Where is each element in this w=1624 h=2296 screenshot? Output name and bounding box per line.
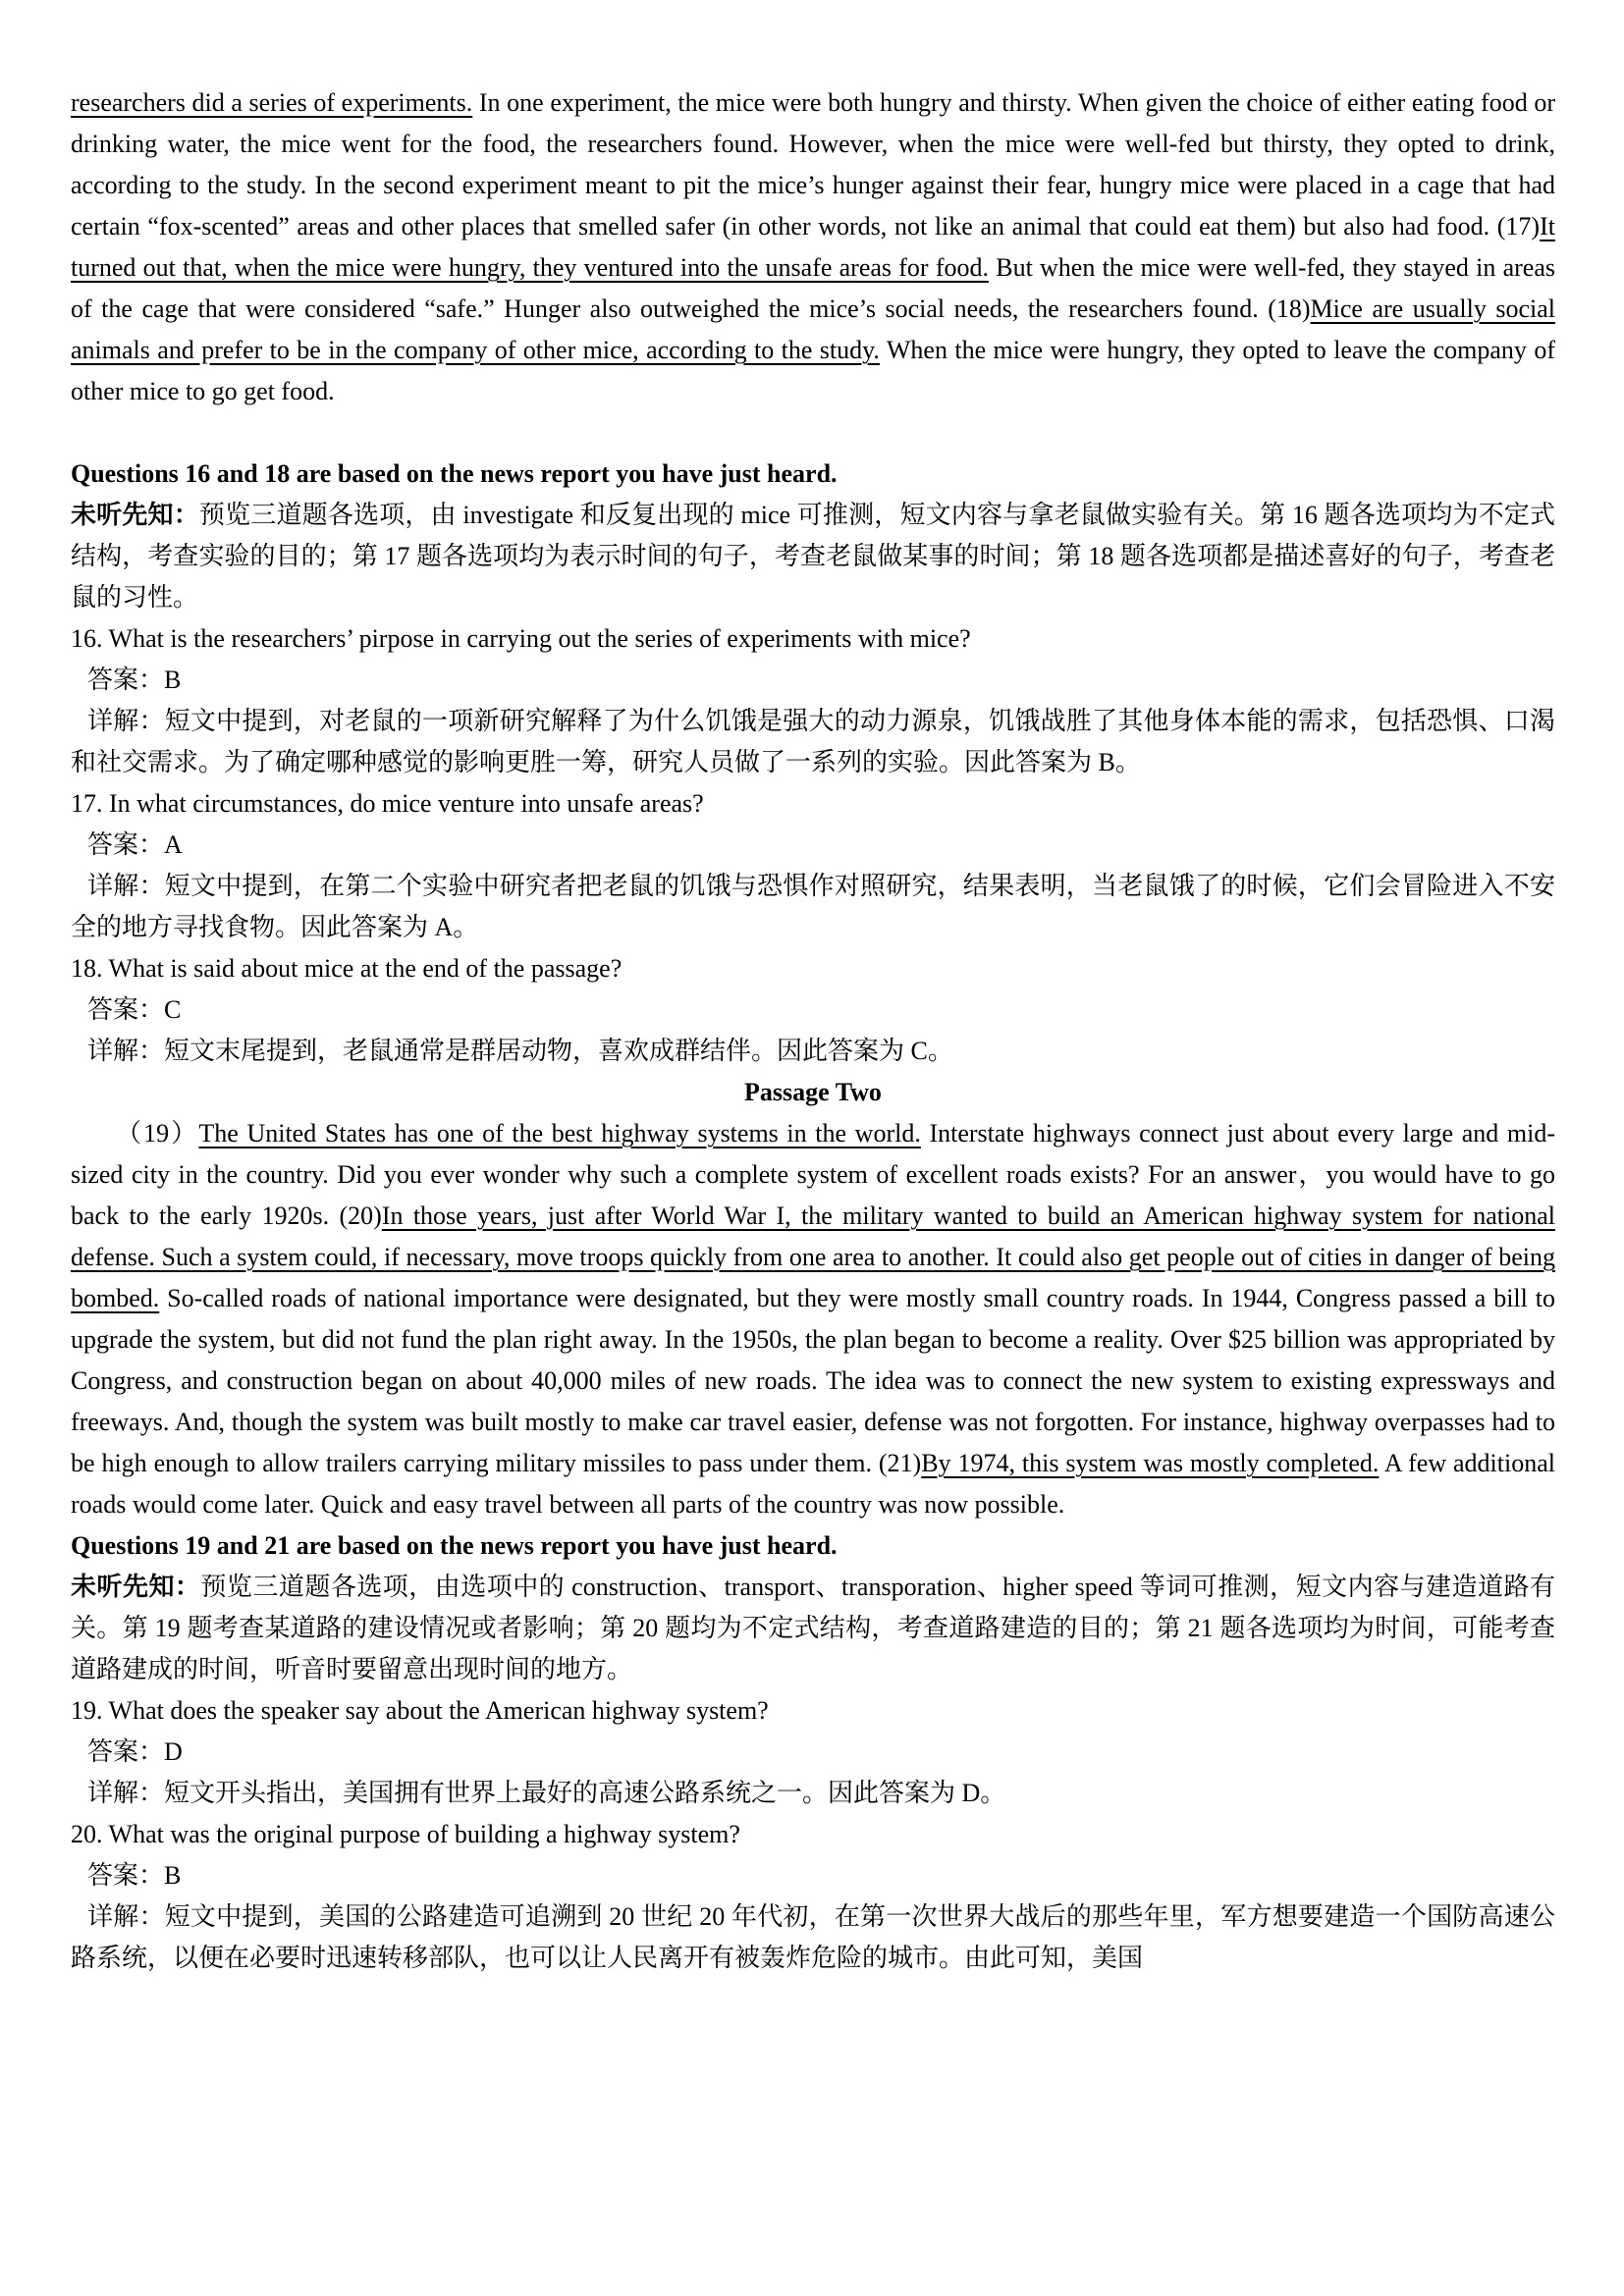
answer-value: A bbox=[164, 830, 183, 859]
passage-one-run-3: But when the mice were well-fed, they stayed in areas of the cage that were considered “safe.” Hunger also outweighed the mice’s social needs, the researchers found. (18) bbox=[71, 253, 1555, 323]
passage-two-lead: （19） bbox=[116, 1119, 199, 1148]
explain-label: 详解： bbox=[87, 872, 165, 900]
preview-text: 预览三道题各选项，由 investigate 和反复出现的 mice 可推测，短文内容与拿老鼠做实验有关。第 16 题各选项均为不定式结构，考查实验的目的；第 17 题各选项均为表示时间的句子，考查老鼠做某事的时间；第 18 题各选项都是描述喜好的句子，考查老鼠的习性。 bbox=[71, 501, 1555, 612]
passage-two-title: Passage Two bbox=[744, 1078, 882, 1106]
answer-label: 答案： bbox=[87, 1861, 165, 1890]
answer-label: 答案： bbox=[87, 1737, 165, 1766]
explain-label: 详解： bbox=[87, 1037, 165, 1065]
passage-one bbox=[71, 82, 1555, 412]
explain-text: 短文末尾提到，老鼠通常是群居动物，喜欢成群结伴。因此答案为 C。 bbox=[164, 1037, 953, 1065]
answer-line-20 bbox=[71, 1855, 1555, 1896]
passage-one-run-4: Mice are usually social animals and prefer to be in the company of other mice, according to the study. bbox=[71, 294, 1555, 364]
explain-18 bbox=[71, 1031, 1555, 1072]
answer-value: D bbox=[164, 1737, 183, 1766]
explain-label: 详解： bbox=[87, 707, 165, 735]
passage-one-run-5: When the mice were hungry, they opted to leave the company of other mice to go get food. bbox=[71, 336, 1555, 405]
answer-line-17 bbox=[71, 825, 1555, 866]
explain-text: 短文中提到，在第二个实验中研究者把老鼠的饥饿与恐惧作对照研究，结果表明，当老鼠饿了的时候，它们会冒险进入不安全的地方寻找食物。因此答案为 A。 bbox=[71, 872, 1555, 941]
passage-two-run-2: In those years, just after World War I, the military wanted to build an American highway system for national defense. Such a system could, if necessary, move troops quickly from one area to another. It could also get people out of cities in danger of being bombed. bbox=[71, 1201, 1555, 1312]
explain-17 bbox=[71, 866, 1555, 948]
explain-20 bbox=[71, 1896, 1555, 1979]
section-two-preview bbox=[71, 1567, 1555, 1690]
explain-text: 短文中提到，对老鼠的一项新研究解释了为什么饥饿是强大的动力源泉，饥饿战胜了其他身体本能的需求，包括恐惧、口渴和社交需求。为了确定哪种感觉的影响更胜一筹，研究人员做了一系列的实验。因此答案为 B。 bbox=[71, 707, 1555, 776]
answer-label: 答案： bbox=[87, 666, 165, 694]
passage-two-run-3: So-called roads of national importance were designated, but they were mostly small country roads. In 1944, Congress passed a bill to upgrade the system, but did not fund the plan right away. In the 1950s, the plan began to become a reality. Over $25 billion was appropriated by Congress, and construction began on about 40,000 miles of new roads. The idea was to connect the new system to existing expressways and freeways. And, though the system was built mostly to make car travel easier, defense was not forgotten. For instance, highway overpasses had to be high enough to allow trailers carrying military missiles to pass under them. (21) bbox=[71, 1284, 1555, 1477]
question-19: 19. What does the speaker say about the American highway system? bbox=[71, 1696, 769, 1725]
question-18: 18. What is said about mice at the end of the passage? bbox=[71, 954, 623, 983]
answer-line-18 bbox=[71, 989, 1555, 1031]
answer-line-19 bbox=[71, 1732, 1555, 1773]
answer-label: 答案： bbox=[87, 830, 165, 859]
passage-two-run-1: Interstate highways connect just about every large and mid-sized city in the country. Did you ever wonder why such a complete system of excellent roads exists? For an answer，you would have to go back to the early 1920s. (20) bbox=[71, 1119, 1555, 1230]
explain-16 bbox=[71, 701, 1555, 783]
passage-two-run-0: The United States has one of the best highway systems in the world. bbox=[198, 1119, 921, 1148]
section-two-header: Questions 19 and 21 are based on the news report you have just heard. bbox=[71, 1531, 838, 1560]
answer-value: B bbox=[164, 1861, 182, 1890]
question-16: 16. What is the researchers’ pirpose in carrying out the series of experiments with mice? bbox=[71, 624, 971, 653]
passage-two bbox=[71, 1113, 1555, 1525]
section-one-preview bbox=[71, 495, 1555, 618]
answer-label: 答案： bbox=[87, 995, 165, 1024]
explain-text: 短文开头指出，美国拥有世界上最好的高速公路系统之一。因此答案为 D。 bbox=[164, 1779, 1006, 1807]
explain-label: 详解： bbox=[87, 1779, 165, 1807]
preview-text: 预览三道题各选项，由选项中的 construction、transport、transporation、higher speed 等词可推测，短文内容与建造道路有关。第 19 题考查某道路的建设情况或者影响；第 20 题均为不定式结构，考查道路建造的目的；第 21 题各选项均为时间，可能考查道路建成的时间，听音时要留意出现时间的地方。 bbox=[71, 1573, 1555, 1683]
explain-label: 详解： bbox=[87, 1902, 165, 1931]
question-20: 20. What was the original purpose of building a highway system? bbox=[71, 1820, 740, 1848]
answer-value: C bbox=[164, 995, 182, 1024]
passage-two-run-5: A few additional roads would come later. Quick and easy travel between all parts of the country was now possible. bbox=[71, 1449, 1555, 1519]
explain-19 bbox=[71, 1773, 1555, 1814]
answer-line-16 bbox=[71, 660, 1555, 701]
passage-one-run-0: researchers did a series of experiments. bbox=[71, 88, 473, 117]
question-17: 17. In what circumstances, do mice venture into unsafe areas? bbox=[71, 789, 704, 818]
answer-value: B bbox=[164, 666, 182, 694]
section-one-header: Questions 16 and 18 are based on the news report you have just heard. bbox=[71, 459, 838, 488]
passage-one-run-2: It turned out that, when the mice were hungry, they ventured into the unsafe areas for food. bbox=[71, 212, 1555, 282]
passage-one-run-1: In one experiment, the mice were both hungry and thirsty. When given the choice of either eating food or drinking water, the mice went for the food, the researchers found. However, when the mice were well-fed but thirsty, they opted to drink, according to the study. In the second experiment meant to pit the mice’s hunger against their fear, hungry mice were placed in a cage that had certain “fox-scented” areas and other places that smelled safer (in other words, not like an animal that could eat them) but also had food. (17) bbox=[71, 88, 1555, 240]
explain-text: 短文中提到，美国的公路建造可追溯到 20 世纪 20 年代初，在第一次世界大战后的那些年里，军方想要建造一个国防高速公路系统，以便在必要时迅速转移部队，也可以让人民离开有被轰炸危险的城市。由此可知，美国 bbox=[71, 1902, 1555, 1972]
passage-two-run-4: By 1974, this system was mostly completed. bbox=[921, 1449, 1380, 1477]
preview-label: 未听先知： bbox=[71, 501, 199, 529]
preview-label: 未听先知： bbox=[71, 1573, 201, 1601]
